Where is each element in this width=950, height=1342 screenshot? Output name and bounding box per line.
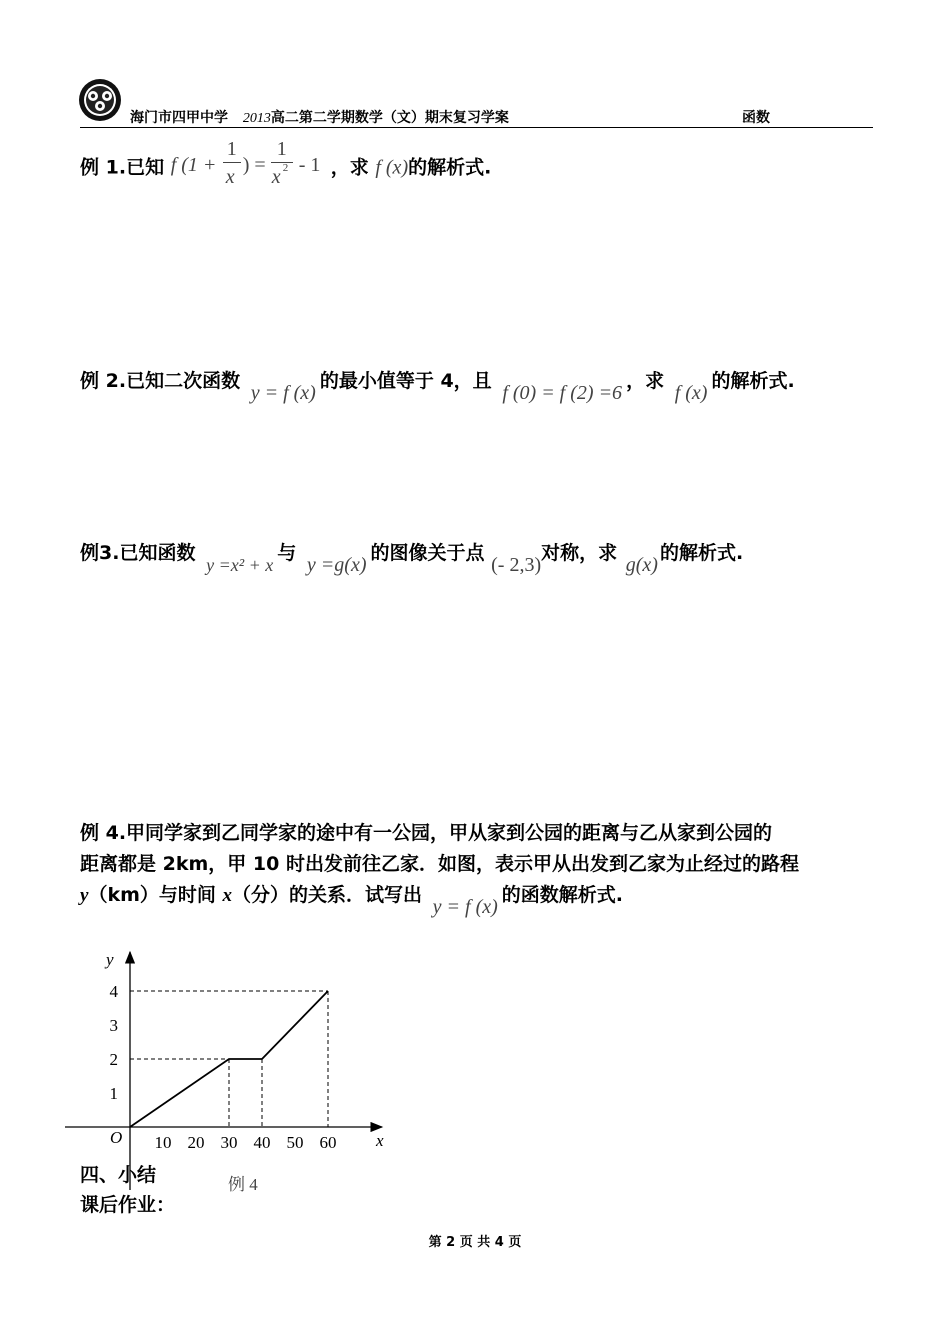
header-course: 高二第二学期数学（文）期末复习学案 xyxy=(270,110,509,126)
example-4-line2: 距离都是 2km，甲 10 时出发前往乙家．如图，表示甲从出发到乙家为止经过的路程 xyxy=(80,853,799,875)
school-logo xyxy=(78,78,122,122)
example-2-fx: f (x) xyxy=(674,382,708,404)
ex1-frac1-den: x xyxy=(225,166,235,188)
x-tick-label: 20 xyxy=(187,1133,205,1152)
header-rule xyxy=(80,127,873,128)
example-1-formula xyxy=(170,138,331,188)
header-topic: 函数 xyxy=(742,110,770,126)
example-3 xyxy=(80,538,744,576)
y-tick-label: 4 xyxy=(109,982,118,1001)
y-axis-label: y xyxy=(106,950,114,969)
example-4-line3 xyxy=(80,880,880,918)
example-4-y-var: y xyxy=(80,885,89,906)
example-3-func1: y =x² + x xyxy=(206,555,274,575)
example-1-ask: ，求 xyxy=(330,156,369,179)
example-3-suffix: 的解析式. xyxy=(659,542,744,564)
y-tick-label: 3 xyxy=(109,1016,118,1035)
homework-heading: 课后作业： xyxy=(80,1194,176,1216)
example-2-suffix: 的解析式. xyxy=(711,370,795,392)
x-tick-label: 50 xyxy=(286,1133,304,1152)
x-tick-label: 40 xyxy=(253,1133,271,1152)
x-tick-label: 30 xyxy=(220,1133,238,1152)
y-tick-label: 2 xyxy=(109,1050,118,1069)
school-logo-emblem xyxy=(78,78,122,122)
example-2-label: 例 2. xyxy=(80,370,127,392)
header-school: 海门市四甲中学 xyxy=(130,110,228,126)
example-3-gx: g(x) xyxy=(625,554,658,576)
page-footer: 第 2 页 共 4 页 xyxy=(428,1235,522,1250)
example-2-prefix: 已知二次函数 xyxy=(126,370,241,392)
example-4-minutes: （分）的关系．试写出 xyxy=(232,884,423,906)
example-2-mid: 的最小值等于 4，且 xyxy=(319,370,492,392)
ex1-f-open: f (1 + xyxy=(170,154,217,176)
example-3-sym: 对称，求 xyxy=(541,542,618,564)
y-tick-label: 1 xyxy=(109,1084,118,1103)
example-2-func: y = f (x) xyxy=(250,382,316,404)
example-1 xyxy=(80,138,492,194)
ex1-frac1-num: 1 xyxy=(226,138,237,160)
ex1-frac2-exp: 2 xyxy=(282,162,289,174)
chart-caption: 例 4 xyxy=(228,1175,258,1194)
x-tick-label: 10 xyxy=(154,1133,172,1152)
example-4-suffix: 的函数解析式. xyxy=(501,884,623,906)
ex1-close-eq: ) = xyxy=(242,154,266,176)
x-tick-label: 60 xyxy=(319,1133,337,1152)
example-4-unit: （km）与时间 xyxy=(88,884,216,906)
example-1-fx: f (x) xyxy=(375,156,409,179)
ex1-frac2-num: 1 xyxy=(276,138,287,160)
header-year: 2013 xyxy=(242,111,271,126)
example-1-suffix: 的解析式. xyxy=(408,156,492,179)
example-4 xyxy=(80,818,880,918)
example-2-cond: f (0) = f (2) =6 xyxy=(502,382,623,404)
origin-label: O xyxy=(110,1128,123,1147)
summary-heading: 四、小结 xyxy=(80,1164,157,1186)
ex1-frac1-bar xyxy=(223,162,241,163)
ex1-frac2-bar xyxy=(271,162,293,163)
example-4-func: y = f (x) xyxy=(432,896,498,918)
example-3-func2: y =g(x) xyxy=(306,554,367,576)
header-title xyxy=(130,107,509,127)
ex1-minus: - 1 xyxy=(298,154,321,176)
example-2-ask: ，求 xyxy=(626,370,665,392)
example-3-label: 例3. xyxy=(80,542,120,564)
example-4-line1: 例 4.甲同学家到乙同学家的途中有一公园，甲从家到公园的距离与乙从家到公园的 xyxy=(80,822,773,844)
x-axis-label: x xyxy=(376,1131,384,1150)
example-3-mid: 的图像关于点 xyxy=(370,542,485,564)
example-3-point: (- 2,3) xyxy=(491,554,542,576)
ex1-frac2-den: x xyxy=(271,166,281,188)
example-1-label: 例 1. xyxy=(80,156,127,179)
example-4-x-var: x xyxy=(222,885,232,906)
example-3-with: 与 xyxy=(277,542,297,564)
example-3-prefix: 已知函数 xyxy=(119,542,196,564)
example-2 xyxy=(80,366,795,404)
example-1-prefix: 已知 xyxy=(126,156,165,179)
